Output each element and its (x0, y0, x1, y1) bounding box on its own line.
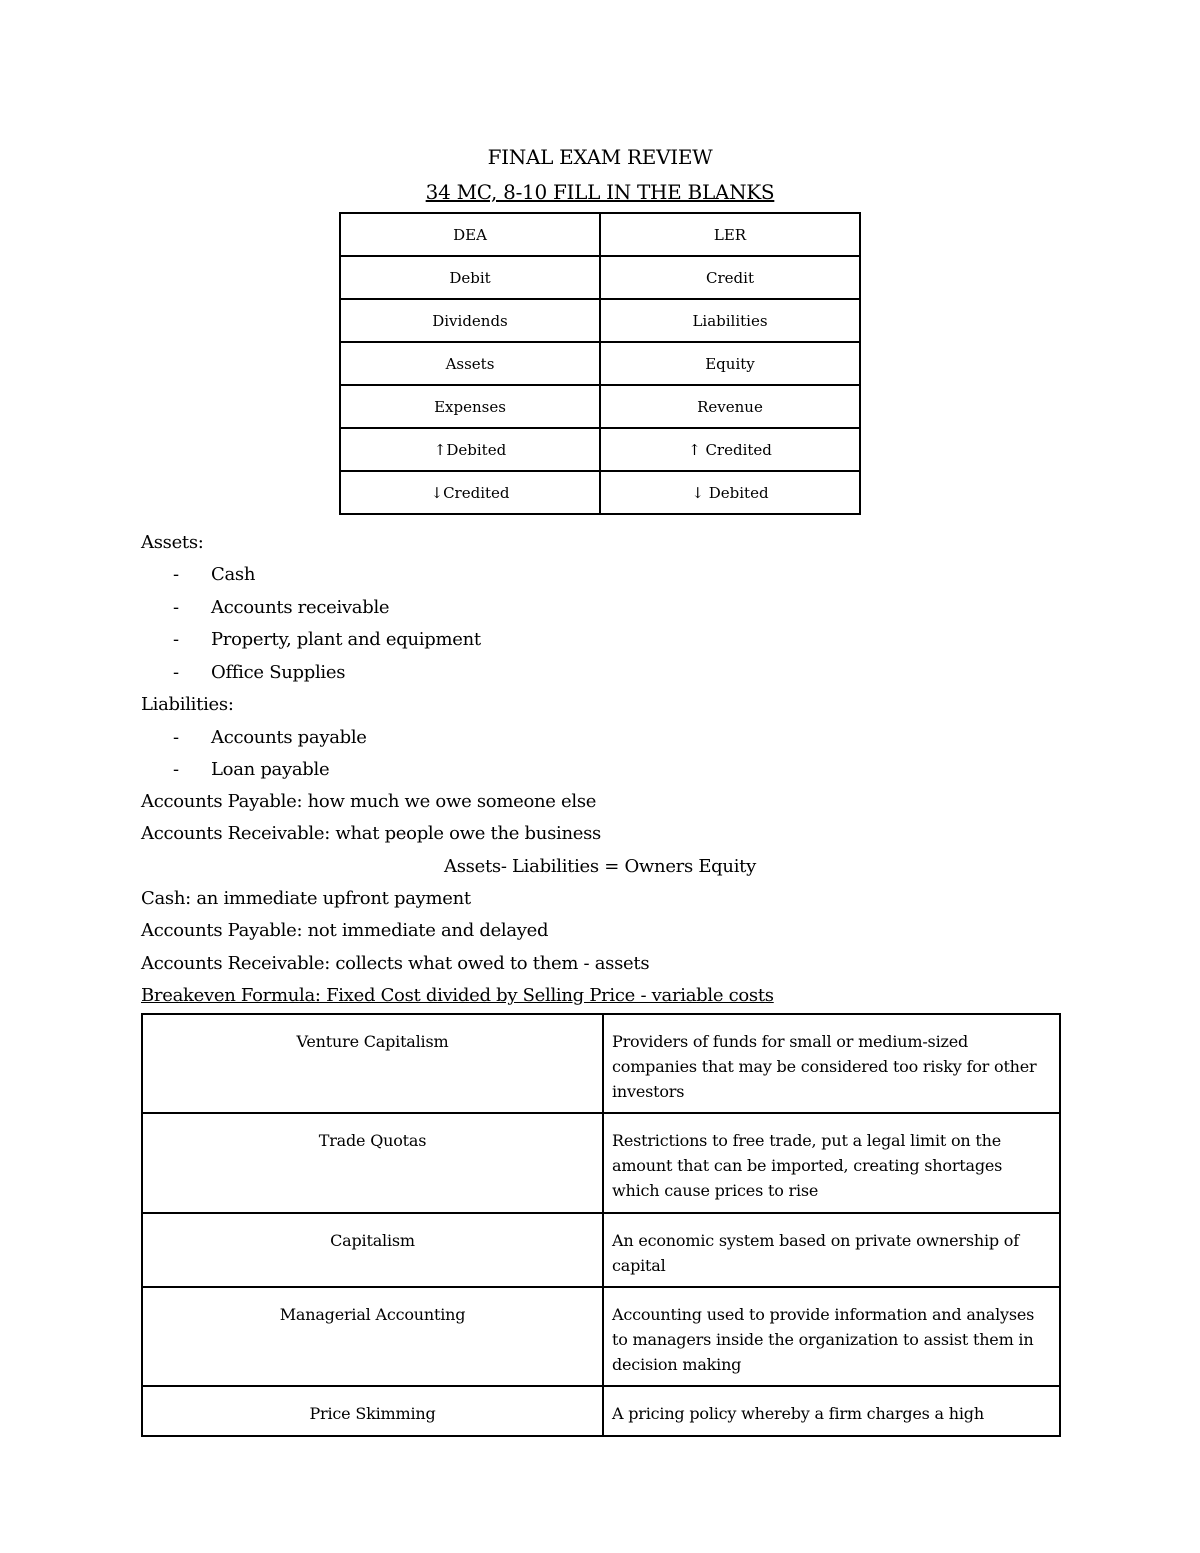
glossary-definition: Providers of funds for small or medium-sized companies that may be considered too risky for other investors (603, 1014, 1060, 1113)
list-item: - Accounts payable (173, 727, 367, 748)
glossary-term: Price Skimming (142, 1386, 603, 1436)
table-row (340, 213, 860, 256)
table-row (340, 428, 860, 471)
table-row (142, 1386, 1060, 1436)
table-cell: Debit (340, 256, 600, 299)
table-cell: Dividends (340, 299, 600, 342)
debit-credit-table (339, 212, 861, 515)
table-row (340, 256, 860, 299)
list-item: - Loan payable (173, 759, 330, 780)
table-row (142, 1113, 1060, 1213)
table-row (142, 1213, 1060, 1287)
glossary-definition: Accounting used to provide information and analyses to managers inside the organization to assist them in decision making (603, 1287, 1060, 1386)
note-line: Accounts Payable: not immediate and delayed (141, 920, 549, 941)
glossary-definition: An economic system based on private ownership of capital (603, 1213, 1060, 1287)
table-cell: DEA (340, 213, 600, 256)
list-item: - Cash (173, 564, 256, 585)
table-cell: Liabilities (600, 299, 860, 342)
note-line: Accounts Receivable: collects what owed to them - assets (141, 953, 650, 974)
table-row (340, 299, 860, 342)
table-cell: ↓Credited (340, 471, 600, 514)
accounting-equation: Assets- Liabilities = Owners Equity (444, 856, 756, 877)
table-cell: Assets (340, 342, 600, 385)
table-row (142, 1287, 1060, 1386)
table-cell: Revenue (600, 385, 860, 428)
breakeven-formula: Breakeven Formula: Fixed Cost divided by Selling Price - variable costs (141, 985, 774, 1006)
note-line: Cash: an immediate upfront payment (141, 888, 471, 909)
table-row (340, 471, 860, 514)
table-row (340, 342, 860, 385)
list-item: - Accounts receivable (173, 597, 390, 618)
list-item: - Property, plant and equipment (173, 629, 481, 650)
list-item: - Office Supplies (173, 662, 346, 683)
table-cell: ↓ Debited (600, 471, 860, 514)
liabilities-heading: Liabilities: (141, 694, 234, 715)
glossary-term: Venture Capitalism (142, 1014, 603, 1113)
note-line: Accounts Receivable: what people owe the business (141, 823, 601, 844)
page-title: FINAL EXAM REVIEW (487, 145, 713, 169)
glossary-definition: A pricing policy whereby a firm charges a high (603, 1386, 1060, 1436)
table-cell: Equity (600, 342, 860, 385)
glossary-term: Trade Quotas (142, 1113, 603, 1213)
assets-heading: Assets: (141, 532, 204, 553)
table-cell: ↑Debited (340, 428, 600, 471)
table-cell: Expenses (340, 385, 600, 428)
table-cell: LER (600, 213, 860, 256)
table-row (340, 385, 860, 428)
glossary-definition: Restrictions to free trade, put a legal limit on the amount that can be imported, creating shortages which cause prices to rise (603, 1113, 1060, 1213)
note-line: Accounts Payable: how much we owe someone else (141, 791, 597, 812)
page-subtitle: 34 MC, 8-10 FILL IN THE BLANKS (425, 180, 775, 204)
glossary-table (141, 1013, 1061, 1437)
table-cell: ↑ Credited (600, 428, 860, 471)
glossary-term: Capitalism (142, 1213, 603, 1287)
table-row (142, 1014, 1060, 1113)
glossary-term: Managerial Accounting (142, 1287, 603, 1386)
table-cell: Credit (600, 256, 860, 299)
